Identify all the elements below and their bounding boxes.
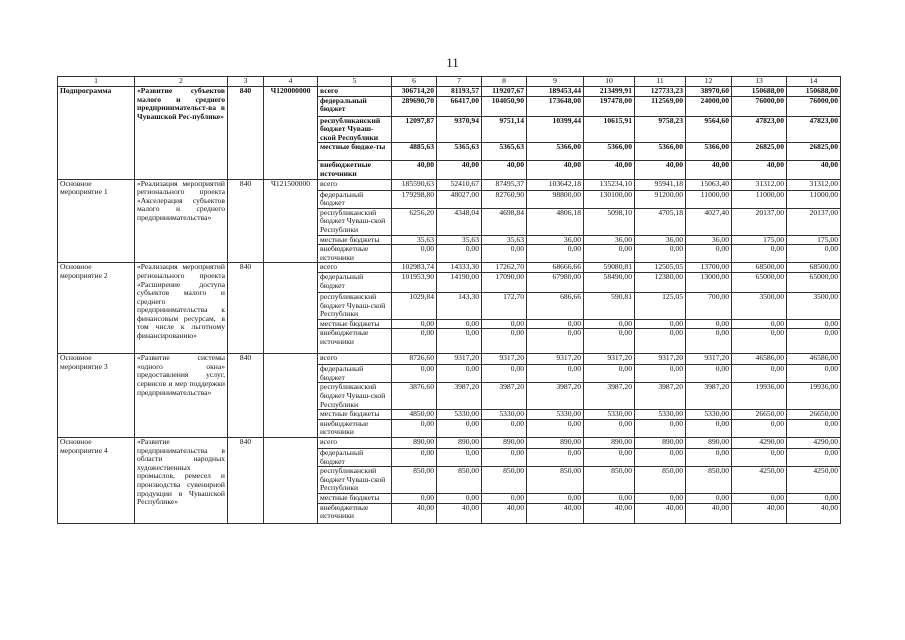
amount-cell: 890,00 <box>635 438 686 449</box>
amount-cell: 0,00 <box>437 319 482 329</box>
amount-cell: 850,00 <box>437 467 482 494</box>
amount-cell: 4250,00 <box>732 467 787 494</box>
column-number: 5 <box>318 77 392 87</box>
funding-source-cell: республиканский бюджет Чуваш-ской Республики <box>318 383 392 410</box>
amount-cell: 5365,63 <box>482 143 527 161</box>
amount-cell: 5330,00 <box>437 410 482 420</box>
amount-cell: 4348,04 <box>437 208 482 235</box>
funding-source-cell: республиканский бюджет Чуваш-ской Республики <box>318 292 392 319</box>
funding-source-cell: местные бюджеты <box>318 410 392 420</box>
measure-name-cell: «Реализация мероприятий регионального проекта «Расширение доступа субъектов малого и среднего предпринимательства к финансовым ресурсам, в том числе к льготному финансированию» <box>135 263 228 354</box>
amount-cell: 102983,74 <box>392 263 437 273</box>
column-number: 4 <box>264 77 318 87</box>
amount-cell: 36,00 <box>686 235 732 245</box>
amount-cell: 143,30 <box>437 292 482 319</box>
amount-cell: 31312,00 <box>787 179 841 190</box>
amount-cell: 13000,00 <box>686 272 732 292</box>
amount-cell: 0,00 <box>437 365 482 383</box>
amount-cell: 95941,18 <box>635 179 686 190</box>
amount-cell: 24000,00 <box>686 96 732 116</box>
amount-cell: 6256,20 <box>392 208 437 235</box>
amount-cell: 68500,00 <box>732 263 787 273</box>
funding-source-cell: местные бюджеты <box>318 319 392 329</box>
column-number: 3 <box>228 77 264 87</box>
funding-source-cell: всего <box>318 354 392 365</box>
amount-cell: 0,00 <box>584 449 635 467</box>
amount-cell: 0,00 <box>787 494 841 504</box>
column-number: 12 <box>686 77 732 87</box>
amount-cell: 850,00 <box>482 467 527 494</box>
amount-cell: 0,00 <box>527 494 584 504</box>
amount-cell: 4250,00 <box>787 467 841 494</box>
amount-cell: 0,00 <box>392 365 437 383</box>
amount-cell: 82760,90 <box>482 190 527 208</box>
funding-source-cell: федеральный бюджет <box>318 365 392 383</box>
amount-cell: 686,66 <box>527 292 584 319</box>
amount-cell: 0,00 <box>437 245 482 263</box>
funding-source-cell: местные бюдже-ты <box>318 143 392 161</box>
amount-cell: 0,00 <box>635 419 686 437</box>
amount-cell: 0,00 <box>732 449 787 467</box>
amount-cell: 197478,00 <box>584 96 635 116</box>
amount-cell: 104050,90 <box>482 96 527 116</box>
amount-cell: 3987,20 <box>686 383 732 410</box>
amount-cell: 0,00 <box>584 245 635 263</box>
amount-cell: 0,00 <box>482 494 527 504</box>
amount-cell: 40,00 <box>527 503 584 523</box>
amount-cell: 0,00 <box>787 365 841 383</box>
amount-cell: 172,70 <box>482 292 527 319</box>
amount-cell: 9317,20 <box>527 354 584 365</box>
table-row <box>58 87 841 97</box>
amount-cell: 850,00 <box>686 467 732 494</box>
amount-cell: 189453,44 <box>527 87 584 97</box>
amount-cell: 175,00 <box>787 235 841 245</box>
amount-cell: 5098,10 <box>584 208 635 235</box>
classification-code-cell: Ч120000000 <box>264 87 318 180</box>
amount-cell: 81193,57 <box>437 87 482 97</box>
amount-cell: 0,00 <box>732 245 787 263</box>
amount-cell: 9751,14 <box>482 116 527 143</box>
amount-cell: 40,00 <box>732 161 787 179</box>
amount-cell: 0,00 <box>732 494 787 504</box>
amount-cell: 890,00 <box>584 438 635 449</box>
amount-cell: 1029,84 <box>392 292 437 319</box>
funding-source-cell: республиканский бюджет Чуваш-ской Республики <box>318 208 392 235</box>
column-number: 2 <box>135 77 228 87</box>
amount-cell: 40,00 <box>527 161 584 179</box>
amount-cell: 0,00 <box>527 419 584 437</box>
amount-cell: 91200,00 <box>635 190 686 208</box>
amount-cell: 0,00 <box>686 494 732 504</box>
amount-cell: 40,00 <box>635 503 686 523</box>
amount-cell: 26650,00 <box>787 410 841 420</box>
amount-cell: 52410,67 <box>437 179 482 190</box>
amount-cell: 35,63 <box>437 235 482 245</box>
amount-cell: 0,00 <box>686 245 732 263</box>
amount-cell: 67980,00 <box>527 272 584 292</box>
amount-cell: 65000,00 <box>732 272 787 292</box>
column-number-row <box>58 77 841 87</box>
grbs-code-cell: 840 <box>228 263 264 354</box>
amount-cell: 46586,00 <box>732 354 787 365</box>
amount-cell: 40,00 <box>482 161 527 179</box>
budget-table-body <box>58 77 841 524</box>
amount-cell: 40,00 <box>787 161 841 179</box>
amount-cell: 4705,18 <box>635 208 686 235</box>
funding-source-cell: внебюджетные источники <box>318 329 392 354</box>
amount-cell: 0,00 <box>635 449 686 467</box>
amount-cell: 5366,00 <box>635 143 686 161</box>
amount-cell: 0,00 <box>635 245 686 263</box>
column-number: 14 <box>787 77 841 87</box>
amount-cell: 700,00 <box>686 292 732 319</box>
amount-cell: 125,05 <box>635 292 686 319</box>
amount-cell: 0,00 <box>392 329 437 354</box>
grbs-code-cell: 840 <box>228 354 264 438</box>
amount-cell: 3987,20 <box>437 383 482 410</box>
amount-cell: 0,00 <box>527 449 584 467</box>
amount-cell: 850,00 <box>527 467 584 494</box>
amount-cell: 19936,00 <box>787 383 841 410</box>
amount-cell: 0,00 <box>392 494 437 504</box>
amount-cell: 5365,63 <box>437 143 482 161</box>
amount-cell: 9317,20 <box>584 354 635 365</box>
amount-cell: 68666,66 <box>527 263 584 273</box>
status-cell: Основное мероприятие 4 <box>58 438 135 524</box>
classification-code-cell <box>264 263 318 354</box>
amount-cell: 35,63 <box>482 235 527 245</box>
amount-cell: 12380,00 <box>635 272 686 292</box>
amount-cell: 0,00 <box>686 329 732 354</box>
amount-cell: 0,00 <box>584 494 635 504</box>
column-number: 7 <box>437 77 482 87</box>
amount-cell: 0,00 <box>584 319 635 329</box>
table-row <box>58 179 841 190</box>
amount-cell: 47823,00 <box>732 116 787 143</box>
amount-cell: 40,00 <box>437 161 482 179</box>
amount-cell: 38970,60 <box>686 87 732 97</box>
amount-cell: 173648,00 <box>527 96 584 116</box>
amount-cell: 87495,37 <box>482 179 527 190</box>
amount-cell: 0,00 <box>527 319 584 329</box>
amount-cell: 103642,18 <box>527 179 584 190</box>
amount-cell: 4290,00 <box>787 438 841 449</box>
amount-cell: 40,00 <box>437 503 482 523</box>
amount-cell: 47823,00 <box>787 116 841 143</box>
funding-source-cell: местные бюджеты <box>318 235 392 245</box>
amount-cell: 0,00 <box>437 329 482 354</box>
amount-cell: 0,00 <box>686 449 732 467</box>
amount-cell: 0,00 <box>392 245 437 263</box>
amount-cell: 4027,40 <box>686 208 732 235</box>
amount-cell: 850,00 <box>635 467 686 494</box>
amount-cell: 9564,60 <box>686 116 732 143</box>
amount-cell: 35,63 <box>392 235 437 245</box>
amount-cell: 10615,91 <box>584 116 635 143</box>
amount-cell: 289690,70 <box>392 96 437 116</box>
amount-cell: 0,00 <box>686 419 732 437</box>
amount-cell: 0,00 <box>527 365 584 383</box>
classification-code-cell <box>264 354 318 438</box>
amount-cell: 66417,00 <box>437 96 482 116</box>
page-number: 11 <box>446 55 459 70</box>
amount-cell: 98800,00 <box>527 190 584 208</box>
column-number: 8 <box>482 77 527 87</box>
amount-cell: 26825,00 <box>732 143 787 161</box>
amount-cell: 17090,00 <box>482 272 527 292</box>
amount-cell: 14333,30 <box>437 263 482 273</box>
amount-cell: 0,00 <box>732 319 787 329</box>
funding-source-cell: всего <box>318 438 392 449</box>
amount-cell: 5330,00 <box>635 410 686 420</box>
amount-cell: 40,00 <box>635 161 686 179</box>
amount-cell: 36,00 <box>527 235 584 245</box>
amount-cell: 306714,20 <box>392 87 437 97</box>
measure-name-cell: «Реализация мероприятий регионального проекта «Акселерация субъектов малого и среднего предпринимательства» <box>135 179 228 263</box>
amount-cell: 0,00 <box>392 449 437 467</box>
funding-source-cell: республиканский бюджет Чуваш-ской Республики <box>318 116 392 143</box>
grbs-code-cell: 840 <box>228 87 264 180</box>
column-number: 11 <box>635 77 686 87</box>
column-number: 9 <box>527 77 584 87</box>
amount-cell: 40,00 <box>392 161 437 179</box>
amount-cell: 40,00 <box>482 503 527 523</box>
amount-cell: 890,00 <box>527 438 584 449</box>
table-row <box>58 354 841 365</box>
amount-cell: 4806,18 <box>527 208 584 235</box>
amount-cell: 0,00 <box>635 329 686 354</box>
amount-cell: 76000,00 <box>732 96 787 116</box>
classification-code-cell: Ч121500000 <box>264 179 318 263</box>
amount-cell: 112569,00 <box>635 96 686 116</box>
table-row <box>58 263 841 273</box>
funding-source-cell: всего <box>318 87 392 97</box>
column-number: 13 <box>732 77 787 87</box>
column-number: 6 <box>392 77 437 87</box>
amount-cell: 0,00 <box>584 419 635 437</box>
amount-cell: 5330,00 <box>482 410 527 420</box>
amount-cell: 0,00 <box>527 329 584 354</box>
amount-cell: 130100,00 <box>584 190 635 208</box>
amount-cell: 11000,00 <box>732 190 787 208</box>
amount-cell: 0,00 <box>686 365 732 383</box>
amount-cell: 850,00 <box>392 467 437 494</box>
amount-cell: 26650,00 <box>732 410 787 420</box>
table-row <box>58 438 841 449</box>
amount-cell: 0,00 <box>787 245 841 263</box>
amount-cell: 14190,00 <box>437 272 482 292</box>
amount-cell: 5330,00 <box>584 410 635 420</box>
amount-cell: 4698,84 <box>482 208 527 235</box>
amount-cell: 5330,00 <box>527 410 584 420</box>
amount-cell: 0,00 <box>787 319 841 329</box>
amount-cell: 40,00 <box>686 161 732 179</box>
amount-cell: 0,00 <box>482 329 527 354</box>
grbs-code-cell: 840 <box>228 438 264 524</box>
amount-cell: 0,00 <box>392 419 437 437</box>
amount-cell: 0,00 <box>482 419 527 437</box>
amount-cell: 890,00 <box>437 438 482 449</box>
amount-cell: 150688,00 <box>787 87 841 97</box>
funding-source-cell: всего <box>318 263 392 273</box>
amount-cell: 0,00 <box>787 449 841 467</box>
amount-cell: 40,00 <box>686 503 732 523</box>
amount-cell: 10399,44 <box>527 116 584 143</box>
amount-cell: 19936,00 <box>732 383 787 410</box>
funding-source-cell: внебюджетные источники <box>318 245 392 263</box>
amount-cell: 0,00 <box>482 365 527 383</box>
amount-cell: 0,00 <box>482 245 527 263</box>
amount-cell: 119207,67 <box>482 87 527 97</box>
amount-cell: 890,00 <box>392 438 437 449</box>
amount-cell: 5366,00 <box>527 143 584 161</box>
amount-cell: 9758,23 <box>635 116 686 143</box>
amount-cell: 15063,40 <box>686 179 732 190</box>
amount-cell: 3500,00 <box>732 292 787 319</box>
classification-code-cell <box>264 438 318 524</box>
amount-cell: 4290,00 <box>732 438 787 449</box>
amount-cell: 0,00 <box>392 319 437 329</box>
amount-cell: 9317,20 <box>482 354 527 365</box>
amount-cell: 12505,05 <box>635 263 686 273</box>
amount-cell: 20137,00 <box>787 208 841 235</box>
amount-cell: 5330,00 <box>686 410 732 420</box>
amount-cell: 135234,10 <box>584 179 635 190</box>
funding-source-cell: республиканский бюджет Чуваш-ской Республики <box>318 467 392 494</box>
amount-cell: 48027,00 <box>437 190 482 208</box>
amount-cell: 179298,80 <box>392 190 437 208</box>
funding-source-cell: внебюджетные источники <box>318 419 392 437</box>
status-cell: Подпрограмма <box>58 87 135 180</box>
amount-cell: 213499,91 <box>584 87 635 97</box>
amount-cell: 590,81 <box>584 292 635 319</box>
amount-cell: 127733,23 <box>635 87 686 97</box>
amount-cell: 12097,87 <box>392 116 437 143</box>
amount-cell: 175,00 <box>732 235 787 245</box>
funding-source-cell: федеральный бюджет <box>318 449 392 467</box>
amount-cell: 0,00 <box>635 494 686 504</box>
amount-cell: 36,00 <box>584 235 635 245</box>
amount-cell: 890,00 <box>482 438 527 449</box>
funding-source-cell: всего <box>318 179 392 190</box>
amount-cell: 3876,60 <box>392 383 437 410</box>
amount-cell: 3987,20 <box>482 383 527 410</box>
amount-cell: 3987,20 <box>584 383 635 410</box>
amount-cell: 4850,00 <box>392 410 437 420</box>
amount-cell: 76000,00 <box>787 96 841 116</box>
amount-cell: 40,00 <box>732 503 787 523</box>
amount-cell: 0,00 <box>527 245 584 263</box>
measure-name-cell: «Развитие предпринимательства в области народных художественных промыслов, ремесел и производства сувенирной продукции в Чувашской Республике» <box>135 438 228 524</box>
amount-cell: 0,00 <box>787 419 841 437</box>
amount-cell: 0,00 <box>482 449 527 467</box>
amount-cell: 0,00 <box>437 419 482 437</box>
amount-cell: 9317,20 <box>437 354 482 365</box>
amount-cell: 0,00 <box>787 329 841 354</box>
amount-cell: 65000,00 <box>787 272 841 292</box>
amount-cell: 850,00 <box>584 467 635 494</box>
measure-name-cell: «Развитие субъектов малого и среднего предпринимательст-ва в Чувашской Рес-публике» <box>135 87 228 180</box>
amount-cell: 58490,00 <box>584 272 635 292</box>
amount-cell: 59080,81 <box>584 263 635 273</box>
funding-source-cell: федеральный бюджет <box>318 190 392 208</box>
amount-cell: 3987,20 <box>635 383 686 410</box>
amount-cell: 8726,60 <box>392 354 437 365</box>
amount-cell: 5366,00 <box>686 143 732 161</box>
amount-cell: 3500,00 <box>787 292 841 319</box>
amount-cell: 17262,70 <box>482 263 527 273</box>
amount-cell: 40,00 <box>392 503 437 523</box>
measure-name-cell: «Развитие системы «одного окна» предоставления услуг, сервисов и мер поддержки предпринимательства» <box>135 354 228 438</box>
status-cell: Основное мероприятие 3 <box>58 354 135 438</box>
amount-cell: 9317,20 <box>635 354 686 365</box>
amount-cell: 0,00 <box>482 319 527 329</box>
amount-cell: 40,00 <box>787 503 841 523</box>
amount-cell: 3987,20 <box>527 383 584 410</box>
budget-table <box>57 76 841 524</box>
amount-cell: 0,00 <box>437 494 482 504</box>
amount-cell: 0,00 <box>686 319 732 329</box>
amount-cell: 40,00 <box>584 503 635 523</box>
amount-cell: 5366,00 <box>584 143 635 161</box>
amount-cell: 11000,00 <box>686 190 732 208</box>
grbs-code-cell: 840 <box>228 179 264 263</box>
amount-cell: 101953,90 <box>392 272 437 292</box>
amount-cell: 40,00 <box>584 161 635 179</box>
amount-cell: 890,00 <box>686 438 732 449</box>
amount-cell: 150688,00 <box>732 87 787 97</box>
status-cell: Основное мероприятие 2 <box>58 263 135 354</box>
funding-source-cell: внебюджетные источники <box>318 503 392 523</box>
amount-cell: 0,00 <box>732 419 787 437</box>
amount-cell: 46586,00 <box>787 354 841 365</box>
amount-cell: 185590,63 <box>392 179 437 190</box>
amount-cell: 68500,00 <box>787 263 841 273</box>
amount-cell: 36,00 <box>635 235 686 245</box>
funding-source-cell: федеральный бюджет <box>318 96 392 116</box>
funding-source-cell: внебюджетные источники <box>318 161 392 179</box>
column-number: 10 <box>584 77 635 87</box>
amount-cell: 13700,00 <box>686 263 732 273</box>
amount-cell: 20137,00 <box>732 208 787 235</box>
amount-cell: 0,00 <box>732 329 787 354</box>
amount-cell: 4885,63 <box>392 143 437 161</box>
amount-cell: 0,00 <box>635 365 686 383</box>
amount-cell: 9370,94 <box>437 116 482 143</box>
column-number: 1 <box>58 77 135 87</box>
amount-cell: 31312,00 <box>732 179 787 190</box>
status-cell: Основное мероприятие 1 <box>58 179 135 263</box>
amount-cell: 0,00 <box>584 365 635 383</box>
amount-cell: 11000,00 <box>787 190 841 208</box>
amount-cell: 26825,00 <box>787 143 841 161</box>
amount-cell: 0,00 <box>635 319 686 329</box>
amount-cell: 9317,20 <box>686 354 732 365</box>
funding-source-cell: федеральный бюджет <box>318 272 392 292</box>
funding-source-cell: местные бюджеты <box>318 494 392 504</box>
amount-cell: 0,00 <box>437 449 482 467</box>
amount-cell: 0,00 <box>584 329 635 354</box>
amount-cell: 0,00 <box>732 365 787 383</box>
